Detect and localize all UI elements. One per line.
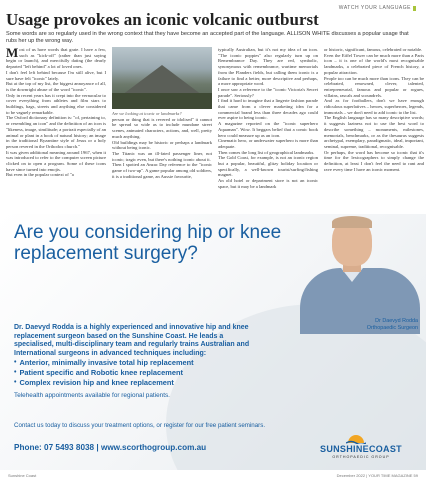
footer-right: December 2022 | YOUR TIME MAGAZINE 59: [336, 473, 418, 478]
article-paragraph: People too can be much more than icons. They can be celebrated, renowned, clever, talented, entrepreneurial, famous and popular or rogues, villains, rascals and scoundrels.: [324, 75, 424, 98]
article-standfirst: Some words are so regularly used in the wrong context that they have become an accepted part of the language. ALLISON WHITE discusses a popular usage that rubs her up the wrong way.: [6, 31, 409, 44]
article-paragraph: typically Australian, but it's not my idea of an icon. "The iconic poppies" also regularly turn up on Remembrance Day. They are red, symbolic, synonymous with remembrance, wartime memorials from the Flanders fields, but calling them iconic is a failure to find a better, more descriptive and perhaps, a more appropriate word.: [218, 47, 318, 87]
article-paragraph: Even the Eiffel Tower can be much more than a Paris icon – it is one of the world's most recognisable landmarks, a celebrated piece of French history, a popular attraction.: [324, 52, 424, 75]
article-paragraph: I once saw a reference to the "iconic Victoria's Secret parade". Seriously?: [218, 86, 318, 98]
list-item: [14, 358, 274, 368]
article-paragraph: The English language has so many descriptive words; it suggests laziness not to use the best word to describe something – monuments, milestones, memorials, benchmarks, or as the thesaurus suggests archetypal, exemplary, paradigmatic, ideal, important, seminal, supreme, traditional, recognisable.: [324, 115, 424, 149]
volcano-shape: [122, 65, 202, 95]
list-item: [14, 368, 274, 378]
section-tag-bar: [413, 6, 416, 11]
procedure-list: [14, 358, 274, 388]
doctor-hair: [332, 216, 372, 228]
article-paragraph: [6, 47, 106, 70]
page-footer: [0, 471, 426, 480]
article-paragraph-rest: ost of us have words that grate. I have a few, such as "kick-off" (rather than just saying begin or launch), and mercifully dating (the dearly departed "left behind" a lot of loved ones.: [6, 47, 106, 70]
foreground-shape: [112, 93, 212, 109]
article-paragraph: Or perhaps, the word has become so iconic that it's time for the lexicographers to simply change the definition, at least I don't feel the need to rant and rave every time I have an iconic moment.: [324, 149, 424, 172]
article-column-4: [324, 47, 424, 172]
photo-caption: Are we looking at iconic or landmarks?: [112, 111, 182, 116]
article-paragraph: And as for footballers, don't we have enough ridiculous superlatives – heroes, superheroes, legends, immortals – we don't need to add iconic to the list.: [324, 98, 424, 115]
bullet-icon: •: [14, 359, 17, 366]
article-paragraph: But at the top of my list, the biggest annoyance of all, is the downright abuse of the word "iconic".: [6, 81, 106, 92]
logo-wordmark: SUNSHINECOAST: [320, 444, 402, 454]
section-tag-label: WATCH YOUR LANGUAGE: [338, 5, 411, 11]
clinic-logo: [306, 432, 416, 462]
drop-cap: M: [6, 45, 19, 60]
article-paragraph: Old buildings may be historic or perhaps a landmark without being iconic.: [112, 139, 212, 151]
ad-headline: Are you considering hip or knee replacement surgery?: [14, 222, 282, 264]
advertisement: [0, 214, 426, 470]
list-item: [14, 378, 274, 388]
article-paragraph: It was given additional meaning around 1967, when it was introduced to refer to the computer screen picture clicked on to open a program. Some of these icons have since turned into emojis.: [6, 149, 106, 172]
phone-and-website[interactable]: Phone: 07 5493 8038 | www.scorthogroup.com.au: [14, 443, 207, 452]
doctor-credit: [367, 318, 418, 332]
article-paragraph: An old hotel or department store is not an iconic space, but it may be a landmark: [218, 178, 318, 189]
article-paragraph: The Titanic was an ill-fated passenger liner, not iconic; tragic even, but there's nothing iconic about it.: [112, 150, 212, 162]
sun-logo-icon: [346, 432, 366, 444]
telehealth-note: Telehealth appointments available for regional patients.: [14, 392, 170, 399]
article-paragraph: Only in recent years has it crept into the vernacular to cover everything from athletes and film stars to buildings, bags, streets and anything else considered to be vaguely remarkable.: [6, 92, 106, 115]
bullet-icon: •: [14, 379, 17, 386]
article-paragraph: I don't feel left behind because I'm still alive, but I sure have felt "iconic" lately.: [6, 69, 106, 81]
article-paragraph: or historic, significant, famous, celebrated or notable.: [324, 47, 423, 52]
article-paragraph: Then I spotted an Anzac Day reference to the "iconic game of two-up". A game popular among old soldiers, it is a traditional game, an Aussie favourite,: [112, 162, 212, 179]
article-column-1: [6, 47, 106, 178]
article-paragraph: The Gold Coast, for example, is not an iconic region but a popular, beautiful, glitzy holiday location or specifically, a well-known tourist/surfing/fishing magnet.: [218, 155, 318, 178]
doctor-name: Dr Daevyd Rodda: [375, 318, 418, 324]
article-column-2: [112, 47, 212, 179]
article-paragraph: Cinematic hero, or underwater superhero is more than adequate.: [218, 138, 318, 149]
article-paragraph: I find it hard to imagine that a lingerie fashion parade that came from a clever marketing idea for a commercial brand less than three decades ago could ever aspire to being iconic.: [218, 98, 318, 121]
doctor-title: Orthopaedic Surgeon: [366, 325, 418, 331]
ad-intro: Dr. Daevyd Rodda is a highly experienced and innovative hip and knee replacement surgeon based on the Sunshine Coast. He leads a specialised, multi-disciplinary team and regularly trains Australian and International surgeons in advanced techniques including:: [14, 324, 250, 357]
bullet-icon: •: [14, 369, 17, 376]
article-column-3: [218, 47, 318, 190]
volcano-photo: [112, 47, 212, 109]
doctor-portrait: [286, 214, 426, 334]
contact-text: Contact us today to discuss your treatment options, or register for our free patient seminars.: [14, 422, 266, 429]
article-paragraph: A magazine reported on the "iconic superhero Aquaman". Wow. It beggars belief that a comic book hero could measure up as an icon.: [218, 121, 318, 138]
article-paragraph: But even in the popular context of "a: [6, 172, 74, 178]
list-item-label: Anterior, minimally invasive total hip replacement: [19, 358, 194, 367]
article-paragraph: person or thing that is revered or idolised" it cannot be spread so wide as to include mundane street scenes, animated characters, actions, and, well, pretty much anything.: [112, 116, 212, 139]
article-headline: Usage provokes an iconic volcanic outburst: [6, 10, 319, 29]
article-columns: [6, 45, 424, 207]
article-paragraph: Then comes the long list of geographical landmarks.: [218, 149, 315, 155]
footer-left: Sunshine Coast: [8, 473, 37, 478]
list-item-label: Complex revision hip and knee replacement: [19, 378, 174, 387]
logo-subtitle: ORTHOPAEDIC GROUP: [332, 455, 390, 459]
list-item-label: Patient specific and Robotic knee replacement: [19, 368, 183, 377]
article-paragraph: The Oxford dictionary definition is: "of, pertaining to, or resembling an icon" and the definition of an icon is "likeness, image, similitude; a portrait especially of an animal or plant in a book of natural history; an image in the traditional Byzantine style of Jesus or a holy person revered in the Orthodox church.": [6, 115, 106, 149]
